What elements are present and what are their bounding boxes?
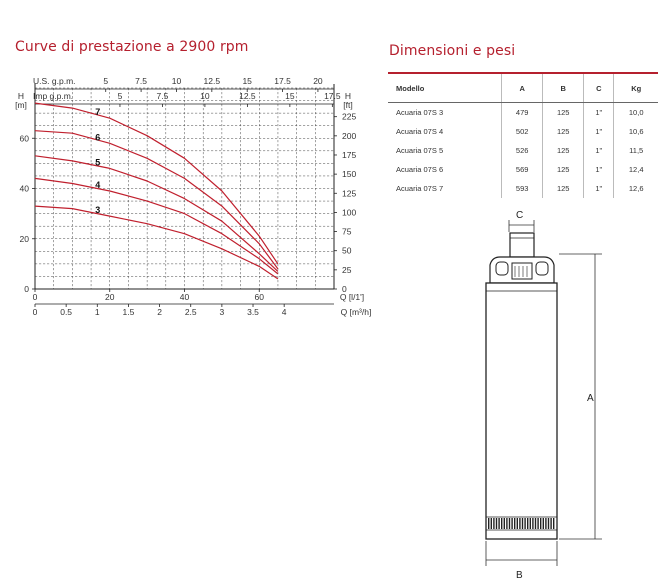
table-row [388,103,658,123]
performance-chart [0,70,385,320]
bottom-axis2-tick-label: 2.5 [184,307,197,317]
dimension-b-label: B [516,570,523,581]
bottom-axis2-tick-label: 0 [32,307,38,317]
top-axis-us-tick-label: 10 [171,76,182,86]
value-cell: 125 [543,160,584,179]
right-axis-tick-label: 0 [342,284,347,294]
col-header-kg: Kg [614,73,658,103]
series-line-6 [35,131,278,269]
grille-slot [532,518,533,529]
bottom-axis2-tick-label: 4 [281,307,287,317]
bottom-axis-label: Q [l/1'] [339,292,365,302]
series-label-5: 5 [95,157,101,168]
right-axis-tick-label: 50 [342,245,352,256]
series-label-7: 7 [95,107,101,118]
bottom-axis2-tick-label: 2 [157,307,162,317]
top-axis-us-label: U.S. g.p.m. [33,76,76,86]
bottom-axis2-tick-label: 1.5 [122,307,135,317]
grille-slot [550,518,551,529]
bottom-axis2-label: Q [m³/h] [340,307,372,317]
chart-title: Curve di prestazione a 2900 rpm [15,39,249,55]
bottom-axis2-tick-label: 3.5 [247,307,259,317]
model-cell: Acuaria 07S 4 [396,127,444,136]
value-cell: 1" [584,160,614,179]
value-cell: 12,4 [614,160,658,179]
grille-slot [553,518,554,529]
dimension-a-label: A [587,393,594,404]
dimension-c [509,210,534,232]
top-axis-us-tick-label: 15 [242,76,252,86]
right-axis-label: H [344,91,352,101]
grille-slot [530,518,531,529]
dimension-c-label: C [516,210,524,221]
grille-slot [514,518,515,529]
top-axis-us-tick-label: 17.5 [274,76,291,86]
top-axis-imp-tick-label: 7.5 [156,91,169,101]
series-curves [35,103,278,279]
pump-head [490,257,554,283]
right-axis-tick-label: 225 [342,111,357,122]
col-header-a: A [502,73,543,103]
dimensions-table [388,72,658,198]
grille-slot [517,518,518,529]
value-cell: 12,6 [614,179,658,198]
series-label-4: 4 [95,180,101,191]
bottom-axis2-tick-label: 0.5 [60,307,73,317]
chart-grid [35,88,334,289]
grille-slot [501,518,502,529]
right-axis-tick-label: 25 [342,264,352,275]
value-cell: 125 [543,179,584,198]
value-cell: 10,6 [614,122,658,141]
bottom-axis-tick-label: 60 [254,292,264,302]
grille-slot [488,518,489,529]
bottom-axis-tick-label: 20 [105,292,115,302]
bottom-axis2-tick-label: 3 [219,307,225,317]
grille-slot [511,518,512,529]
left-axis-tick-label: 40 [19,183,29,194]
series-label-6: 6 [95,132,101,143]
top-axis-imp-tick-label: 5 [117,91,123,101]
value-cell: 1" [584,122,614,141]
pump-dimension-drawing [470,205,610,584]
right-axis-tick-label: 150 [342,169,357,180]
right-axis-unit: [ft] [343,100,353,110]
value-cell: 1" [584,141,614,160]
value-cell: 593 [502,179,543,198]
value-cell: 479 [502,103,543,123]
left-axis-tick-label: 20 [19,233,29,244]
model-cell: Acuaria 07S 5 [396,146,444,155]
left-axis-unit: [m] [15,100,27,110]
top-axis-imp-tick-label: 12.5 [239,91,256,101]
grille-slot [527,518,528,529]
value-cell: 10,0 [614,103,658,123]
value-cell: 11,5 [614,141,658,160]
right-axis-tick-label: 125 [342,188,357,199]
grille-slot [493,518,494,529]
value-cell: 569 [502,160,543,179]
value-cell: 125 [543,122,584,141]
right-axis-tick-label: 175 [342,149,357,160]
grille-slot [506,518,507,529]
grille-slot [548,518,549,529]
top-axis-imp-tick-label: 15 [285,91,295,101]
table-row [388,122,658,141]
value-cell: 125 [543,103,584,123]
pump-outlet [510,233,534,257]
top-axis-imp-tick-label: 17.5 [324,91,341,101]
right-axis-tick-label: 100 [342,207,357,218]
table-row [388,141,658,160]
bottom-axis2-tick-label: 1 [94,307,100,317]
grille-slot [496,518,497,529]
top-axis-us-tick-label: 7.5 [135,76,148,86]
grille-slot [504,518,505,529]
grille-slot [535,518,536,529]
top-axis-us-tick-label: 5 [103,76,109,86]
grille-slot [524,518,525,529]
left-axis-tick-label: 60 [19,133,29,144]
grille-slot [498,518,499,529]
series-label-3: 3 [95,205,101,216]
bottom-axis-tick-label: 40 [179,292,190,302]
grille-slot [537,518,538,529]
grille-slot [519,518,520,529]
grille-slot [545,518,546,529]
right-axis-tick-label: 75 [342,226,352,237]
top-axis-imp-label: Imp g.p.m. [33,91,74,101]
value-cell: 1" [584,179,614,198]
right-axis-tick-label: 200 [342,130,357,141]
series-line-3 [35,206,278,279]
grille-slot [540,518,541,529]
top-axis-us-tick-label: 12.5 [203,76,221,86]
col-header-b: B [543,73,584,103]
col-header-c: C [584,73,614,103]
grille-slot [491,518,492,529]
left-axis-tick-label: 0 [24,284,29,294]
top-axis-imp-tick-label: 10 [200,91,210,101]
grille-slot [509,518,510,529]
dimensions-title: Dimensioni e pesi [389,43,516,59]
value-cell: 1" [584,103,614,123]
left-axis-label: H [17,91,25,101]
value-cell: 125 [543,141,584,160]
dimension-b [486,541,557,581]
col-header-model: Modello [388,73,502,103]
top-axis-us-tick-label: 20 [313,76,323,86]
pump-body [486,283,557,539]
table-header-row [388,73,658,103]
table-row [388,179,658,198]
model-cell: Acuaria 07S 6 [396,165,444,174]
model-cell: Acuaria 07S 7 [396,184,444,193]
dimension-a [559,254,602,539]
bottom-axis-tick-label: 0 [32,292,38,302]
table-row [388,160,658,179]
model-cell: Acuaria 07S 3 [396,108,444,117]
grille-slot [543,518,544,529]
grille-slot [522,518,523,529]
value-cell: 526 [502,141,543,160]
value-cell: 502 [502,122,543,141]
